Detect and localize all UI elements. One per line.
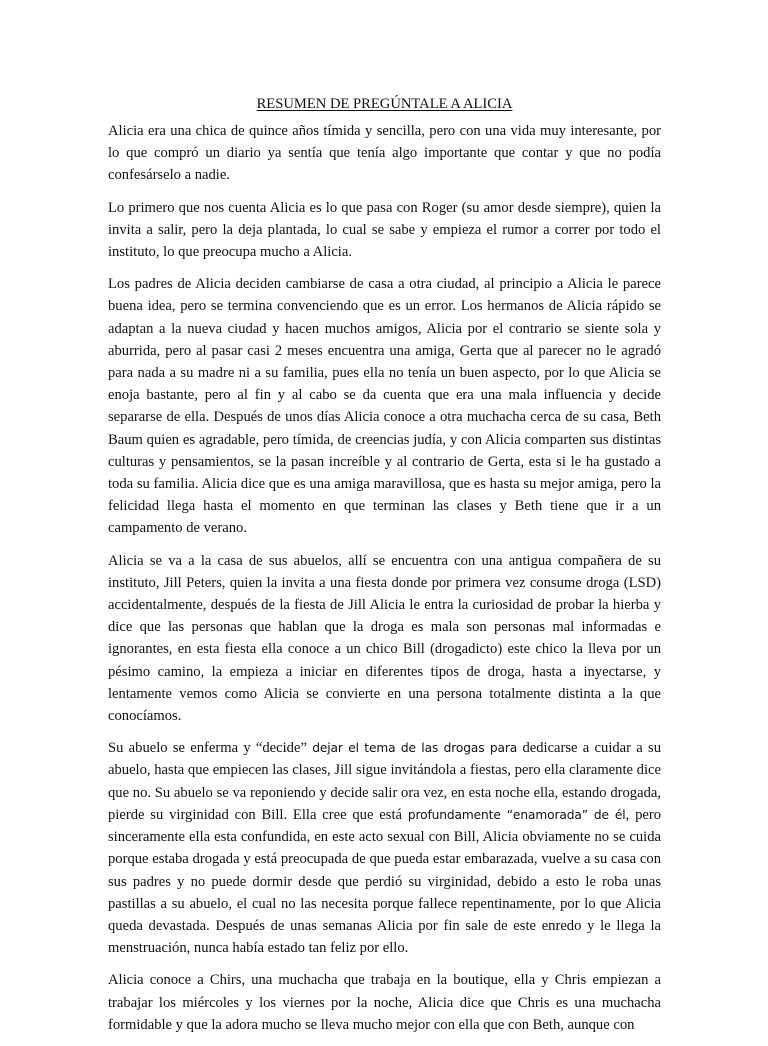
- paragraph-text: Alicia se va a la casa de sus abuelos, allí se encuentra con una antigua compañera de su instituto, Jill Peters, quien la invita a una fiesta donde por primera vez consume droga (LSD) accidentalmente, después de la fiesta de Jill Alicia le entra la curiosidad de probar la hierba y dice que las personas que hablan que la droga es mala son personas mal informadas e ignorantes, en esta fiesta ella conoce a un chico Bill (drogadicto) este chico la lleva por un pésimo camino, la empieza a iniciar en diferentes tipos de droga, hasta a inyectarse, y lentamente vemos como Alicia se convierte en una persona totalmente distinta a la que conocíamos.: [108, 552, 661, 725]
- document-title: RESUMEN DE PREGÚNTALE A ALICIA: [256, 96, 513, 112]
- document-body: [108, 93, 661, 1046]
- paragraph-5: [108, 737, 661, 959]
- paragraph-text: Lo primero que nos cuenta Alicia es lo que pasa con Roger (su amor desde siempre), quien la invita a salir, pero la deja plantada, lo cual se sabe y empieza el rumor a correr por todo el instituto, lo que preocupa mucho a Alicia.: [108, 199, 661, 261]
- paragraph-3: [108, 273, 661, 539]
- paragraph-text: Su abuelo se enferma y “decide”: [108, 740, 313, 757]
- paragraph-text: Alicia era una chica de quince años tímida y sencilla, pero con una vida muy interesante, por lo que compró un diario ya sentía que tenía algo importante que contar y que no podía confesárselo a nadie.: [108, 123, 661, 184]
- paragraph-text: Los padres de Alicia deciden cambiarse de casa a otra ciudad, al principio a Alicia le parece buena idea, pero se termina convenciendo que es un error. Los hermanos de Alicia rápido se adaptan a la nueva ciudad y hacen muchos amigos, Alicia por el contrario se siente sola y aburrida, pero al pasar casi 2 meses encuentra una amiga, Gerta que al parecer no le agradó para nada a su madre ni a su familia, pues ella no tenía un buen aspecto, por lo que Alicia se enoja bastante, pero al fin y al cabo se da cuenta que era una mala influencia y decide separarse de ella. Después de unos días Alicia conoce a otra muchacha cerca de su casa, Beth Baum quien es agradable, pero tímida, de creencias judía, y con Alicia comparten sus distintas culturas y pensamientos, se la pasan increíble y al contrario de Gerta, esta si le ha gustado a toda su familia. Alicia dice que es una amiga maravillosa, que es hasta su mejor amiga, pero la felicidad llega hasta el momento en que terminan las clases y Beth tiene que ir a un campamento de verano.: [108, 276, 661, 537]
- paragraph-2: [108, 197, 661, 264]
- paragraph-1: [108, 120, 661, 187]
- alt-font-text: profundamente “enamorada” de él: [407, 807, 626, 822]
- paragraph-text: , pero sinceramente ella esta confundida, en este acto sexual con Bill, Alicia obviamente no se cuida porque estaba drogada y está preocupada de que pueda estar embarazada, vuelve a su casa con sus padres y no puede dormir desde que perdió su virginidad, debido a esto le roba unas pastillas a su abuelo, el cual no las necesita porque fallece repentinamente, por lo que Alicia queda devastada. Después de unas semanas Alicia por fin sale de este enredo y le llega la menstruación, nunca había estado tan feliz por ello.: [108, 806, 662, 957]
- paragraph-text: dedicarse a cuidar a su abuelo, hasta que empiecen las clases, Jill sigue invitándola a fiestas, pero ella claramente dice que no. Su abuelo se va reponiendo y decide salir ora vez, en esta noche ella, estando drogada, pierde su virginidad con Bill. Ella cree que está: [108, 740, 661, 823]
- paragraph-text: Alicia conoce a Chirs, una muchacha que trabaja en la boutique, ella y Chris empiezan a trabajar los miércoles y los viernes por la noche, Alicia dice que Chris es una muchacha formidable y que la adora mucho se lleva mucho mejor con ella que con Beth, aunque con: [108, 972, 661, 1033]
- paragraph-4: [108, 550, 661, 728]
- paragraph-6: [108, 969, 661, 1036]
- alt-font-text: dejar el tema de las drogas para: [312, 741, 518, 756]
